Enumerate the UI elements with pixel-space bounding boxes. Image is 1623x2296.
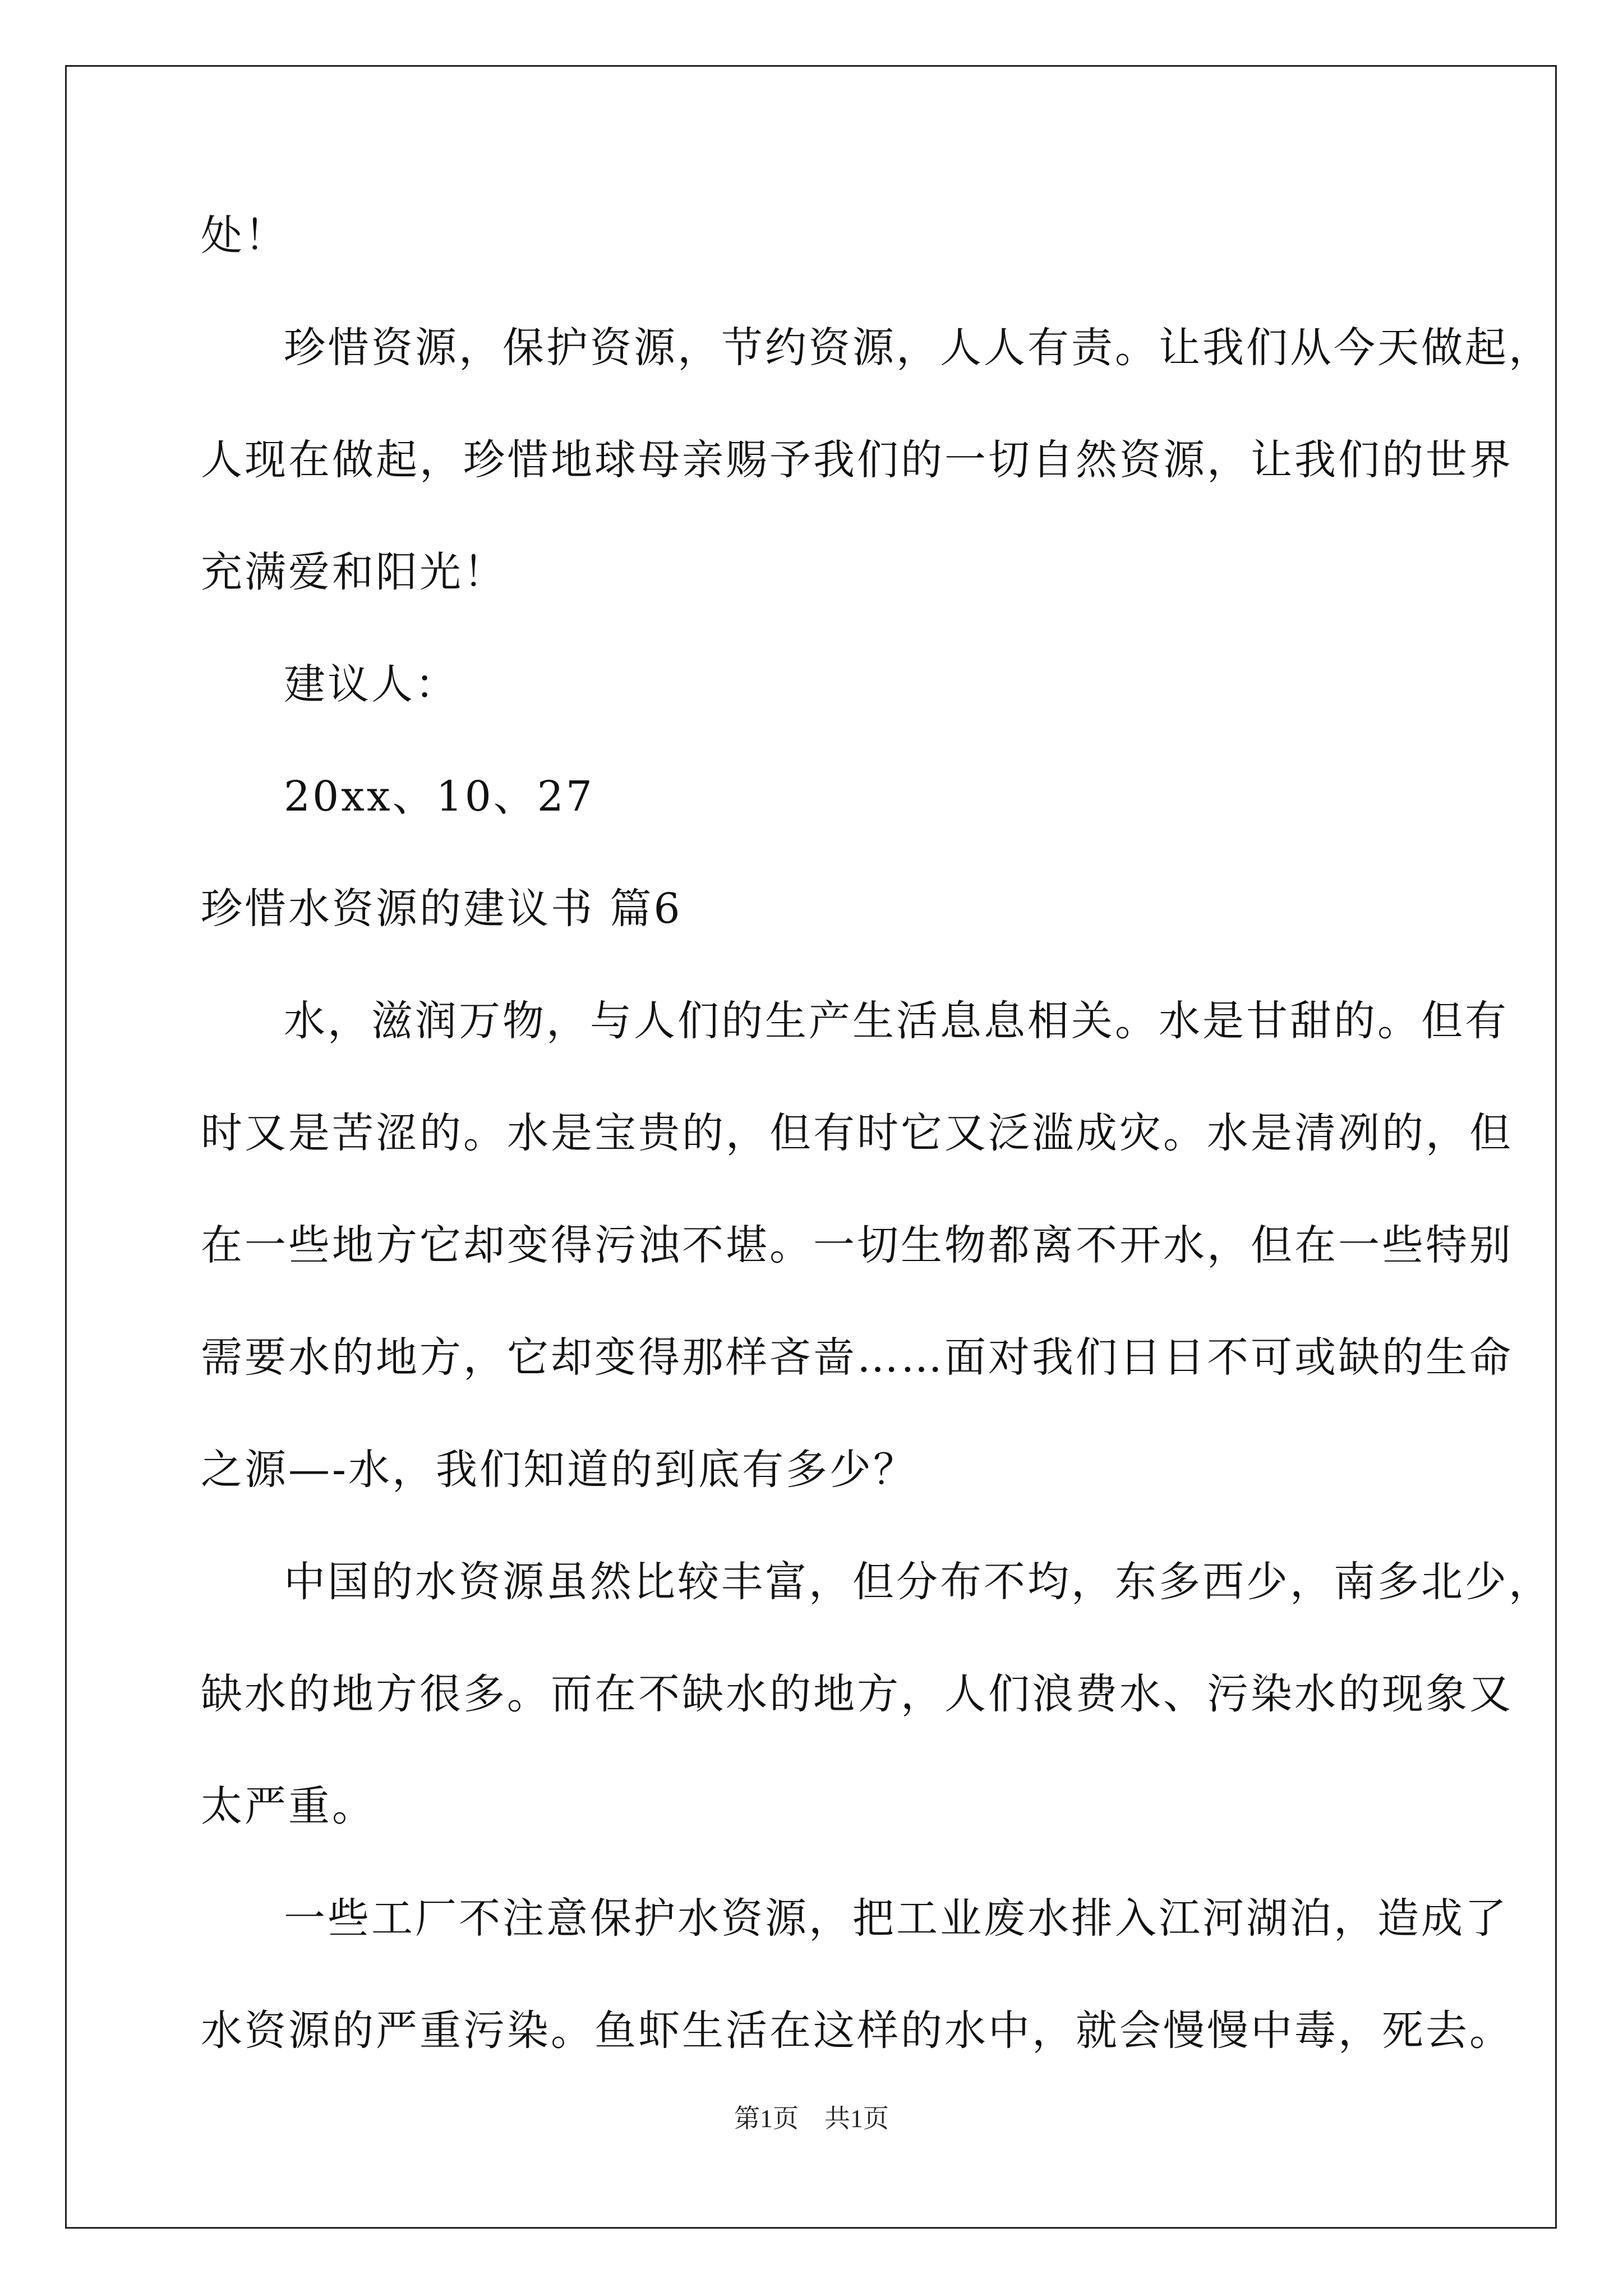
paragraph-line: 中国的水资源虽然比较丰富，但分布不均，东多西少，南多北少， (284, 1558, 1552, 1606)
section-heading: 珍惜水资源的建议书 篇6 (201, 885, 683, 933)
text-line: 充满爱和阳光！ (201, 548, 507, 596)
text-line: 缺水的地方很多。而在不缺水的地方，人们浪费水、污染水的现象又 (201, 1670, 1513, 1718)
paragraph-line: 水，滋润万物，与人们的生产生活息息相关。水是甘甜的。但有 (284, 997, 1509, 1045)
text-line: 时又是苦涩的。水是宝贵的，但有时它又泛滥成灾。水是清冽的，但 (201, 1109, 1513, 1157)
text-line: 太严重。 (201, 1782, 376, 1830)
date-line: 20xx、10、27 (284, 772, 594, 821)
text-line: 之源—-水，我们知道的到底有多少？ (201, 1446, 917, 1494)
text-line: 人现在做起，珍惜地球母亲赐予我们的一切自然资源，让我们的世界 (201, 436, 1513, 484)
paragraph-line: 珍惜资源，保护资源，节约资源，人人有责。让我们从今天做起， (284, 324, 1552, 372)
text-line: 在一些地方它却变得污浊不堪。一切生物都离不开水，但在一些特别 (201, 1221, 1513, 1269)
text-line: 水资源的严重污染。鱼虾生活在这样的水中，就会慢慢中毒，死去。 (201, 2007, 1513, 2055)
signature-label: 建议人： (284, 660, 459, 708)
text-line: 处！ (201, 211, 288, 260)
text-line: 需要水的地方，它却变得那样吝啬……面对我们日日不可或缺的生命 (201, 1333, 1513, 1382)
page-number-footer: 第1页 共1页 (734, 2104, 889, 2133)
paragraph-line: 一些工厂不注意保护水资源，把工业废水排入江河湖泊，造成了 (284, 1894, 1509, 1943)
